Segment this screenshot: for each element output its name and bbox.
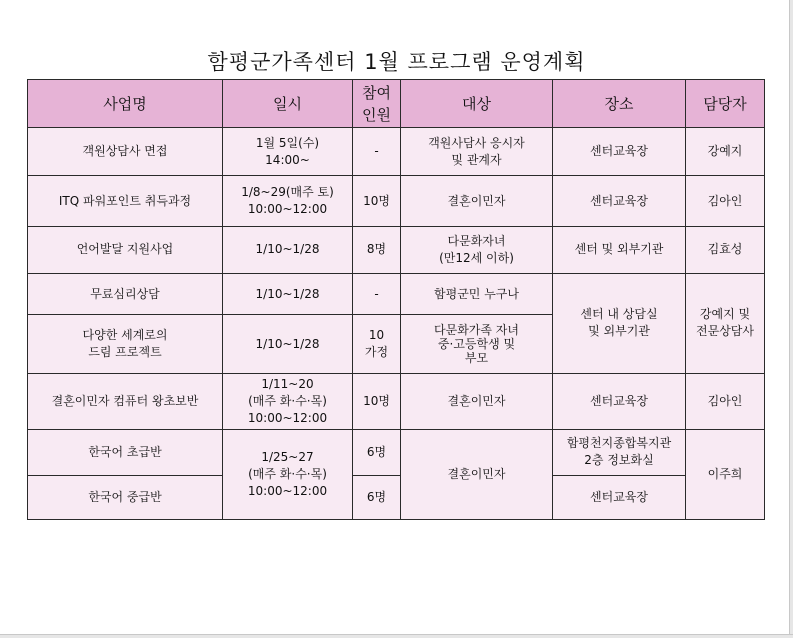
table-row xyxy=(28,176,765,226)
target-cell: 결혼이민자 xyxy=(401,430,553,520)
place-cell: 센터 내 상담실 및 외부기관 xyxy=(553,274,686,374)
target-cell: 다문화자녀 (만12세 이하) xyxy=(401,226,553,273)
date-cell: 1/25~27 (매주 화·수·목) 10:00~12:00 xyxy=(223,430,353,520)
manager-cell: 김효성 xyxy=(686,226,765,273)
table-row xyxy=(28,475,765,519)
table-row xyxy=(28,128,765,176)
header-target: 대상 xyxy=(401,80,553,128)
date-cell: 1/10~1/28 xyxy=(223,226,353,273)
count-cell: - xyxy=(353,128,401,176)
date-cell: 1/8~29(매주 토) 10:00~12:00 xyxy=(223,176,353,226)
header-participants xyxy=(353,80,401,128)
date-cell: 1/10~1/28 xyxy=(223,274,353,315)
program-cell: 한국어 초급반 xyxy=(28,430,223,475)
manager-cell: 이주희 xyxy=(686,430,765,520)
header-manager: 담당자 xyxy=(686,80,765,128)
place-cell: 함평천지종합복지관 2층 정보화실 xyxy=(553,430,686,475)
manager-cell: 강예지 xyxy=(686,128,765,176)
place-cell: 센터교육장 xyxy=(553,176,686,226)
count-cell: - xyxy=(353,274,401,315)
header-place: 장소 xyxy=(553,80,686,128)
count-cell: 10 가정 xyxy=(353,315,401,373)
date-cell: 1/11~20 (매주 화·수·목) 10:00~12:00 xyxy=(223,373,353,429)
date-cell: 1월 5일(수) 14:00~ xyxy=(223,128,353,176)
target-cell: 결혼이민자 xyxy=(401,373,553,429)
target-cell: 객원사담사 응시자 및 관계자 xyxy=(401,128,553,176)
header-participants-label: 참여 인원 xyxy=(362,83,391,124)
target-cell: 다문화가족 자녀 중·고등학생 및 부모 xyxy=(401,315,553,373)
date-cell: 1/10~1/28 xyxy=(223,315,353,373)
program-cell: 무료심리상담 xyxy=(28,274,223,315)
table-row xyxy=(28,430,765,475)
target-cell: 결혼이민자 xyxy=(401,176,553,226)
table-row xyxy=(28,373,765,429)
header-program: 사업명 xyxy=(28,80,223,128)
program-cell: 다양한 세계로의 드림 프로젝트 xyxy=(28,315,223,373)
program-cell: 언어발달 지원사업 xyxy=(28,226,223,273)
page-title: 함평군가족센터 1월 프로그램 운영계획 xyxy=(207,50,586,74)
count-cell: 6명 xyxy=(353,430,401,475)
header-row xyxy=(28,80,765,128)
manager-cell: 김아인 xyxy=(686,176,765,226)
header-date: 일시 xyxy=(223,80,353,128)
count-cell: 8명 xyxy=(353,226,401,273)
program-cell: 한국어 중급반 xyxy=(28,475,223,519)
place-cell: 센터교육장 xyxy=(553,373,686,429)
place-cell: 센터 및 외부기관 xyxy=(553,226,686,273)
manager-cell: 김아인 xyxy=(686,373,765,429)
table-row xyxy=(28,274,765,315)
window-right-edge xyxy=(789,0,793,638)
place-cell: 센터교육장 xyxy=(553,475,686,519)
window-bottom-edge xyxy=(0,634,793,638)
target-cell: 함평군민 누구나 xyxy=(401,274,553,315)
place-cell: 센터교육장 xyxy=(553,128,686,176)
program-cell: 결혼이민자 컴퓨터 왕초보반 xyxy=(28,373,223,429)
count-cell: 10명 xyxy=(353,176,401,226)
program-schedule-table xyxy=(27,79,765,520)
table-row xyxy=(28,226,765,273)
count-cell: 10명 xyxy=(353,373,401,429)
program-cell: 객원상담사 면접 xyxy=(28,128,223,176)
manager-cell: 강예지 및 전문상담사 xyxy=(686,274,765,374)
count-cell: 6명 xyxy=(353,475,401,519)
program-cell: ITQ 파워포인트 취득과정 xyxy=(28,176,223,226)
